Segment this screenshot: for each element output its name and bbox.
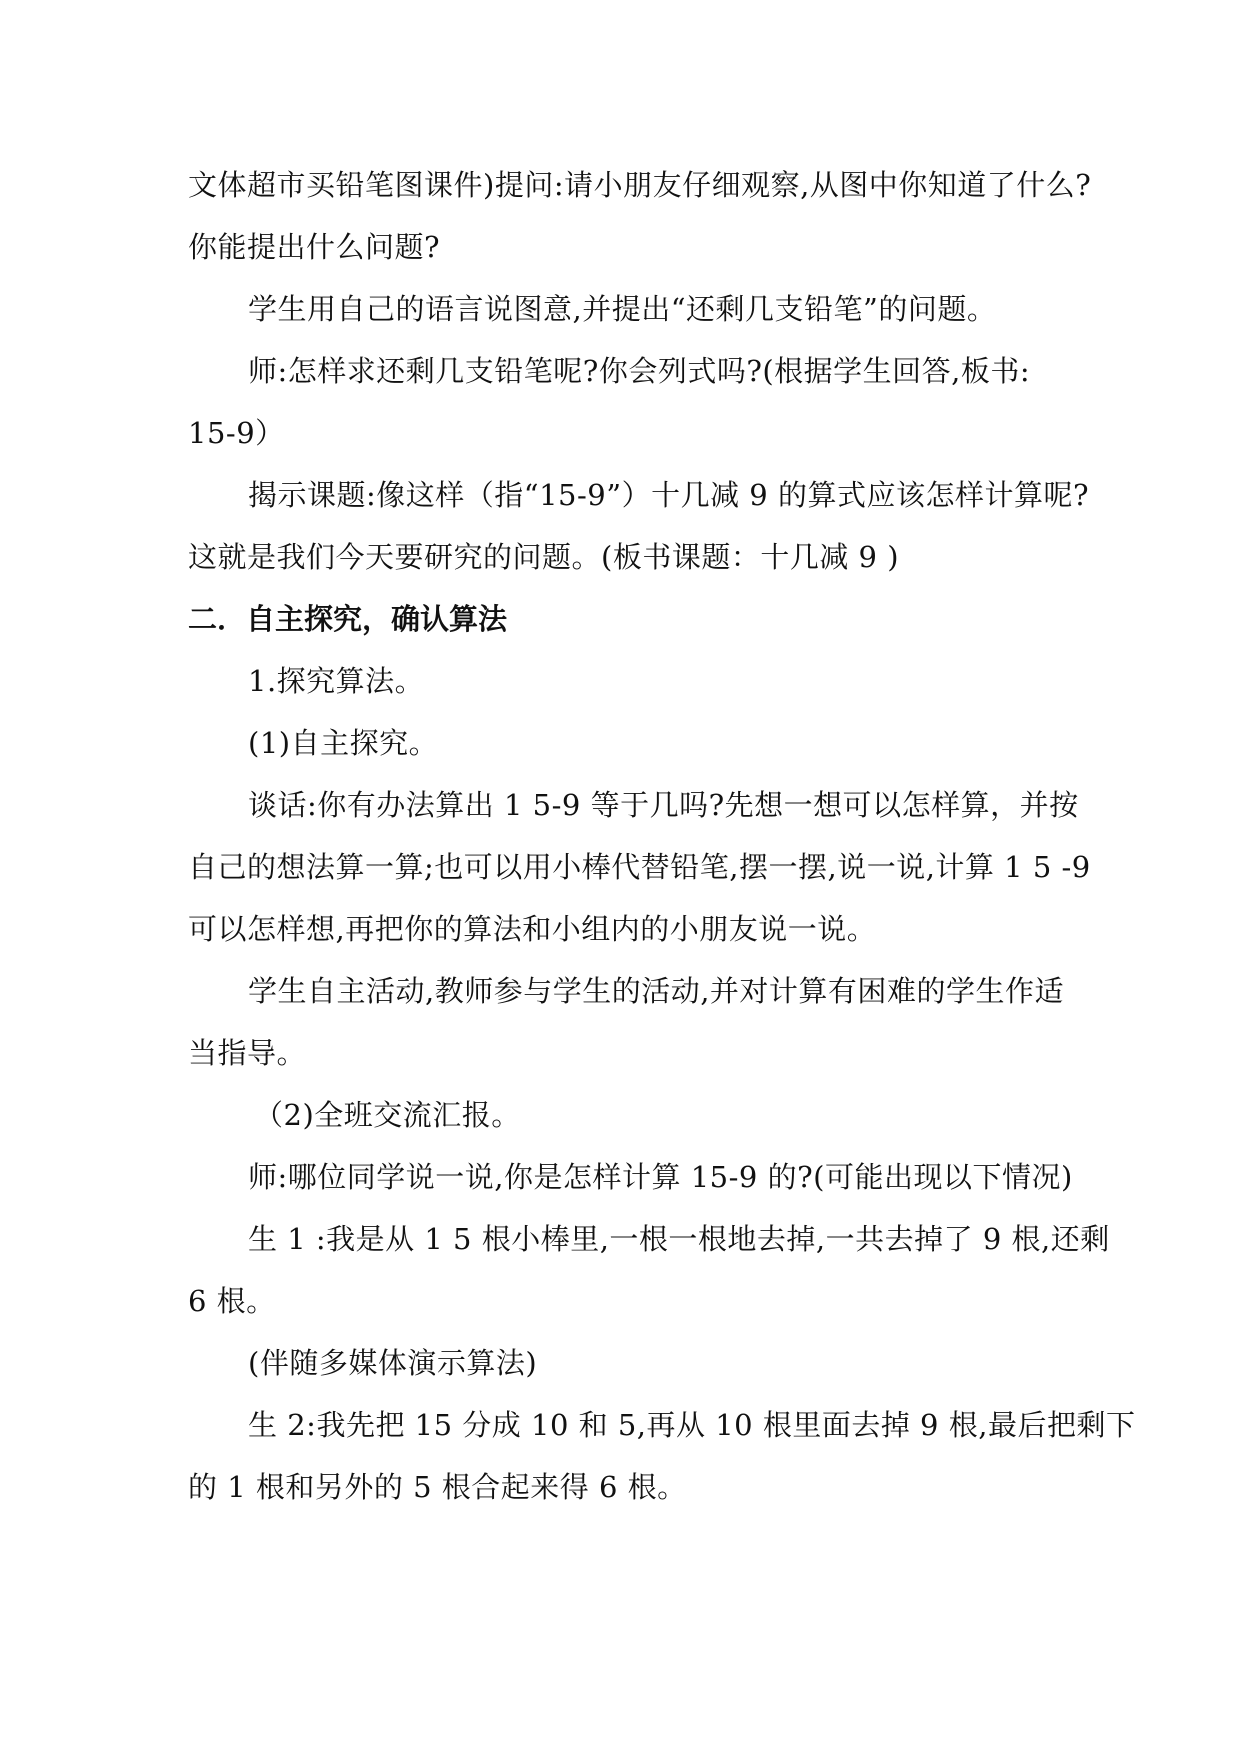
paragraph-line-11: 谈话:你有办法算出 1 5-9 等于几吗?先想一想可以怎样算，并按 [248, 788, 1079, 822]
paragraph-line-19: 6 根。 [188, 1284, 276, 1318]
paragraph-line-18: 生 1 :我是从 1 5 根小棒里,一根一根地去掉,一共去掉了 9 根,还剩 [248, 1222, 1110, 1256]
paragraph-line-15: 当指导。 [188, 1036, 307, 1070]
paragraph-line-16: （2)全班交流汇报。 [254, 1098, 521, 1132]
paragraph-line-5: 15-9） [188, 416, 285, 450]
paragraph-line-20: (伴随多媒体演示算法) [248, 1346, 538, 1380]
paragraph-line-10: (1)自主探究。 [248, 726, 439, 760]
paragraph-line-2: 你能提出什么问题? [188, 230, 441, 264]
paragraph-line-21: 生 2:我先把 15 分成 10 和 5,再从 10 根里面去掉 9 根,最后把剩下 [248, 1408, 1136, 1442]
paragraph-line-3: 学生用自己的语言说图意,并提出“还剩几支铅笔”的问题。 [248, 292, 997, 326]
paragraph-line-4: 师:怎样求还剩几支铅笔呢?你会列式吗?(根据学生回答,板书: [248, 354, 1031, 388]
paragraph-line-7: 这就是我们今天要研究的问题。(板书课题：十几减 9 ) [188, 540, 900, 574]
paragraph-line-9: 1.探究算法。 [248, 664, 425, 698]
paragraph-line-22: 的 1 根和另外的 5 根合起来得 6 根。 [188, 1470, 687, 1504]
paragraph-line-6: 揭示课题:像这样（指“15-9”）十几减 9 的算式应该怎样计算呢? [248, 478, 1090, 512]
paragraph-line-13: 可以怎样想,再把你的算法和小组内的小朋友说一说。 [188, 912, 877, 946]
document-body [188, 154, 1136, 1518]
paragraph-line-1: 文体超市买铅笔图课件)提问:请小朋友仔细观察,从图中你知道了什么? [188, 168, 1092, 202]
paragraph-line-17: 师:哪位同学说一说,你是怎样计算 15-9 的?(可能出现以下情况) [248, 1160, 1073, 1194]
paragraph-line-14: 学生自主活动,教师参与学生的活动,并对计算有困难的学生作适 [248, 974, 1064, 1008]
section-heading: 二．自主探究，确认算法 [188, 602, 508, 636]
paragraph-line-12: 自己的想法算一算;也可以用小棒代替铅笔,摆一摆,说一说,计算 1 5 -9 [188, 850, 1091, 884]
